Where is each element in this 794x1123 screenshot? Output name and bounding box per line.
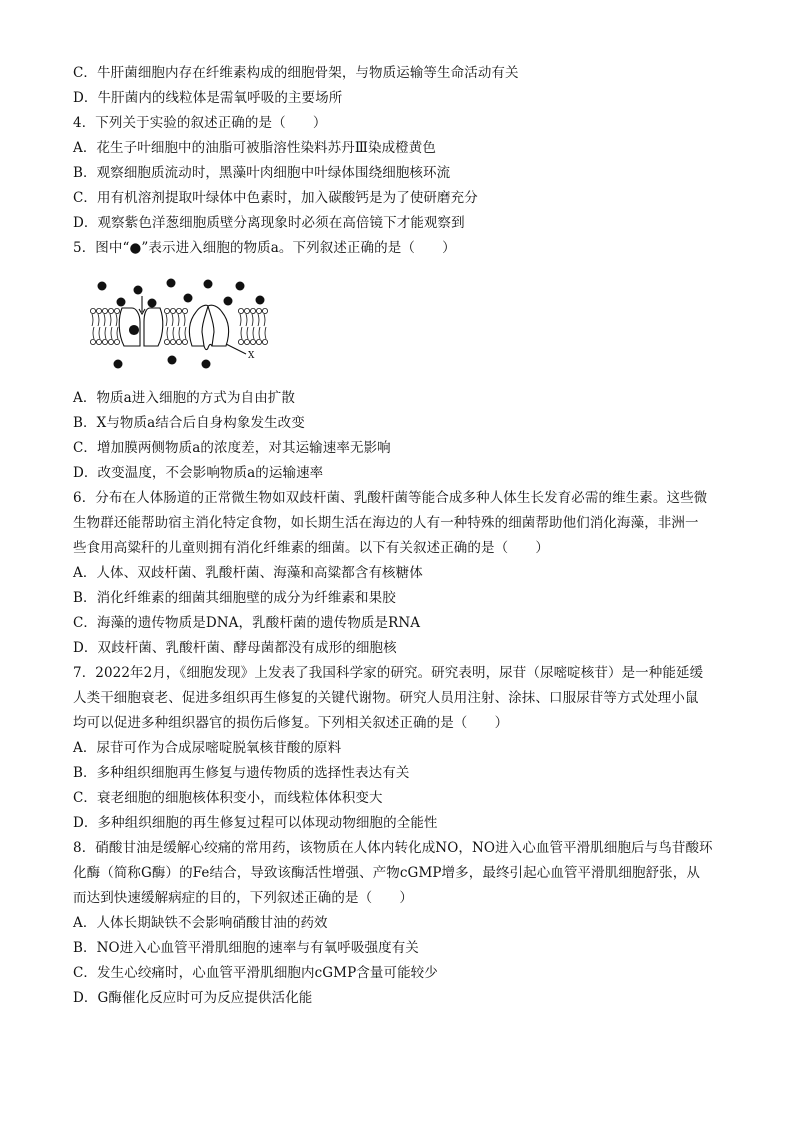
q8-option-d: D．G酶催化反应时可为反应提供活化能: [73, 990, 313, 1006]
q4-option-d: D．观察紫色洋葱细胞质壁分离现象时必须在高倍镜下才能观察到: [73, 215, 465, 231]
q7-option-a: A．尿苷可作为合成尿嘧啶脱氧核苷酸的原料: [73, 740, 342, 756]
q7-option-d: D．多种组织细胞的再生修复过程可以体现动物细胞的全能性: [73, 815, 438, 831]
q7-stem-line3: 均可以促进多种组织器官的损伤后修复。下列相关叙述正确的是（ ）: [73, 715, 509, 731]
q3-option-d: D．牛肝菌内的线粒体是需氧呼吸的主要场所: [73, 90, 343, 106]
q5-stem: 5．图中“●”表示进入细胞的物质a。下列叙述正确的是（ ）: [73, 240, 456, 256]
q3-option-c: C．牛肝菌细胞内存在纤维素构成的细胞骨架，与物质运输等生命活动有关: [73, 65, 519, 81]
particles-inside: [114, 356, 211, 369]
label-x: X: [248, 351, 255, 361]
q8-stem-line3: 而达到快速缓解病症的目的，下列叙述正确的是（ ）: [73, 890, 413, 906]
carrier-protein-x: [189, 305, 246, 354]
lipid-bilayer: [90, 308, 267, 344]
q4-stem: 4．下列关于实验的叙述正确的是（ ）: [73, 115, 327, 131]
q7-option-c: C．衰老细胞的细胞核体积变小，而线粒体体积变大: [73, 790, 383, 806]
q5-option-a: A．物质a进入细胞的方式为自由扩散: [73, 390, 295, 406]
q4-option-c: C．用有机溶剂提取叶绿体中色素时，加入碳酸钙是为了使研磨充分: [73, 190, 478, 206]
q8-option-a: A．人体长期缺铁不会影响硝酸甘油的药效: [73, 915, 328, 931]
q6-option-c: C．海藻的遗传物质是DNA，乳酸杆菌的遗传物质是RNA: [73, 615, 421, 631]
membrane-figure: [88, 272, 278, 372]
q6-stem-line3: 些食用高粱秆的儿童则拥有消化纤维素的细菌。以下有关叙述正确的是（ ）: [73, 540, 549, 556]
membrane-diagram: [88, 272, 278, 372]
q7-stem-line2: 人类干细胞衰老、促进多组织再生修复的关键代谢物。研究人员用注射、涂抹、口服尿苷等方式处理小鼠: [73, 690, 699, 706]
q8-stem-line2: 化酶（简称G酶）的Fe结合，导致该酶活性增强、产物cGMP增多，最终引起心血管平滑肌细胞舒张，从: [73, 865, 700, 881]
q4-option-a: A．花生子叶细胞中的油脂可被脂溶性染料苏丹Ⅲ染成橙黄色: [73, 140, 436, 156]
q6-option-d: D．双歧杆菌、乳酸杆菌、酵母菌都没有成形的细胞核: [73, 640, 397, 656]
q4-option-b: B．观察细胞质流动时，黑藻叶肉细胞中叶绿体围绕细胞核环流: [73, 165, 451, 181]
q5-option-c: C．增加膜两侧物质a的浓度差，对其运输速率无影响: [73, 440, 391, 456]
q5-option-b: B．X与物质a结合后自身构象发生改变: [73, 415, 305, 431]
q8-stem-line1: 8．硝酸甘油是缓解心绞痛的常用药，该物质在人体内转化成NO，NO进入心血管平滑肌细胞后与鸟苷酸环: [73, 840, 713, 856]
q7-option-b: B．多种组织细胞再生修复与遗传物质的选择性表达有关: [73, 765, 410, 781]
q6-stem-line2: 生物群还能帮助宿主消化特定食物，如长期生活在海边的人有一种特殊的细菌帮助他们消化海藻，非洲一: [73, 515, 699, 531]
q5-option-d: D．改变温度，不会影响物质a的运输速率: [73, 465, 324, 481]
q6-option-b: B．消化纤维素的细菌其细胞壁的成分为纤维素和果胶: [73, 590, 396, 606]
q6-stem-line1: 6．分布在人体肠道的正常微生物如双歧杆菌、乳酸杆菌等能合成多种人体生长发育必需的维生素。这些微: [73, 490, 708, 506]
particles-outside: [98, 279, 265, 308]
q8-option-b: B．NO进入心血管平滑肌细胞的速率与有氧呼吸强度有关: [73, 940, 419, 956]
q6-option-a: A．人体、双歧杆菌、乳酸杆菌、海藻和高粱都含有核糖体: [73, 565, 423, 581]
q8-option-c: C．发生心绞痛时，心血管平滑肌细胞内cGMP含量可能较少: [73, 965, 438, 981]
q7-stem-line1: 7．2022年2月，《细胞发现》上发表了我国科学家的研究。研究表明，尿苷（尿嘧啶核苷）是一种能延缓: [73, 665, 704, 681]
